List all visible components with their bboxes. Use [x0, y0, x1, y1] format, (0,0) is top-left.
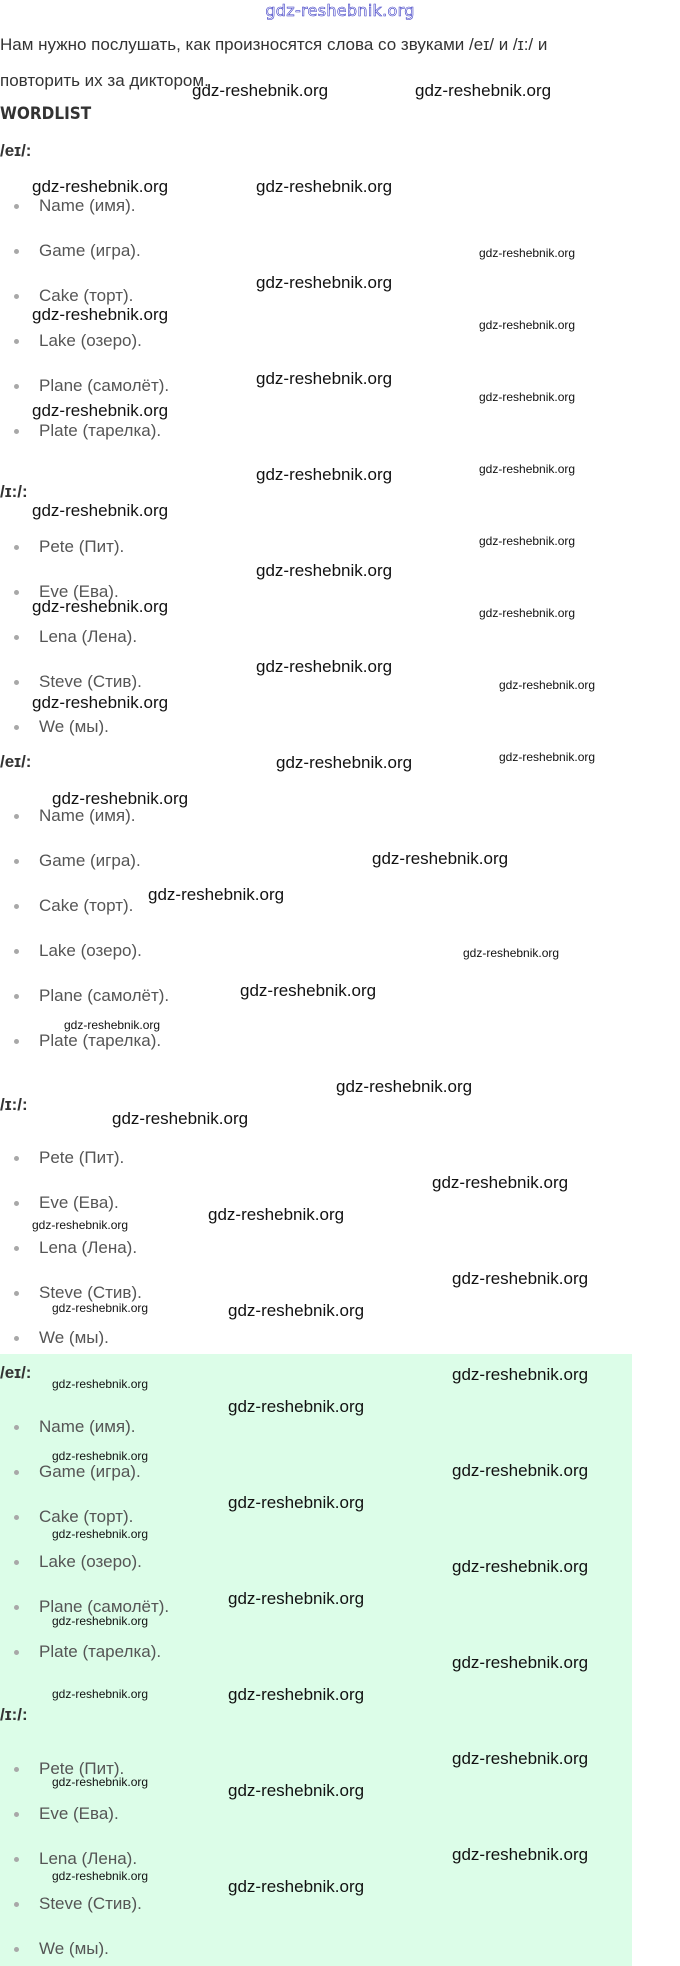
list-item [14, 1146, 124, 1170]
list-item [14, 580, 119, 604]
watermark: gdz-reshebnik.org [228, 1781, 365, 1800]
bullet-icon [14, 204, 19, 209]
bullet-icon [14, 1902, 19, 1907]
bullet-icon [14, 339, 19, 344]
word-item: Steve (Стив). [39, 1283, 142, 1302]
bullet-icon [14, 1560, 19, 1565]
list-item [14, 239, 141, 263]
watermark: gdz-reshebnik.org [479, 606, 576, 620]
intro-text: Нам нужно послушать, как произносятся слова со звуками /eɪ/ и /ɪ:/ и повторить их за диктором. [0, 35, 548, 90]
word-item: Plate (тарелка). [39, 1031, 162, 1050]
watermark: gdz-reshebnik.org [256, 657, 393, 676]
word-item: Name (имя). [39, 1417, 136, 1436]
list-item [14, 984, 169, 1008]
watermark: gdz-reshebnik.org [32, 597, 169, 616]
bullet-icon [14, 1291, 19, 1296]
watermark: gdz-reshebnik.org [32, 501, 169, 520]
watermark: gdz-reshebnik.org [432, 1173, 569, 1192]
watermark: gdz-reshebnik.org [52, 1301, 149, 1315]
word-item: Cake (торт). [39, 286, 134, 305]
section-label-ei: /eɪ/: [0, 752, 32, 771]
watermark: gdz-reshebnik.org [52, 1527, 149, 1541]
list-item [14, 1937, 109, 1961]
watermark: gdz-reshebnik.org [499, 750, 596, 764]
bullet-icon [14, 635, 19, 640]
watermark: gdz-reshebnik.org [52, 1377, 149, 1391]
watermark: gdz-reshebnik.org [228, 1685, 365, 1704]
watermark: gdz-reshebnik.org [32, 177, 169, 196]
list-item [14, 625, 137, 649]
list-item [14, 329, 142, 353]
bullet-icon [14, 1515, 19, 1520]
watermark: gdz-reshebnik.org [256, 369, 393, 388]
watermark: gdz-reshebnik.org [228, 1397, 365, 1416]
bullet-icon [14, 545, 19, 550]
word-item: Steve (Стив). [39, 672, 142, 691]
watermark: gdz-reshebnik.org [32, 693, 169, 712]
watermark: gdz-reshebnik.org [479, 318, 576, 332]
watermark: gdz-reshebnik.org [256, 273, 393, 292]
watermark: gdz-reshebnik.org [228, 1493, 365, 1512]
wordlist-heading: WORDLIST [0, 104, 92, 124]
word-item: Game (игра). [39, 851, 141, 870]
watermark: gdz-reshebnik.org [452, 1461, 589, 1480]
word-item: Pete (Пит). [39, 1759, 125, 1778]
list-item [14, 1757, 124, 1781]
word-item: Lake (озеро). [39, 941, 142, 960]
list-item [14, 715, 109, 739]
bullet-icon [14, 1947, 19, 1952]
list-item [14, 849, 141, 873]
watermark: gdz-reshebnik.org [228, 1589, 365, 1608]
bullet-icon [14, 859, 19, 864]
watermark: gdz-reshebnik.org [208, 1205, 345, 1224]
watermark: gdz-reshebnik.org [32, 305, 169, 324]
watermark: gdz-reshebnik.org [256, 561, 393, 580]
watermark: gdz-reshebnik.org [415, 81, 552, 100]
bullet-icon [14, 1246, 19, 1251]
watermark: gdz-reshebnik.org [32, 1218, 129, 1232]
word-item: Pete (Пит). [39, 1148, 125, 1167]
watermark: gdz-reshebnik.org [148, 885, 285, 904]
watermark: gdz-reshebnik.org [499, 678, 596, 692]
watermark: gdz-reshebnik.org [192, 81, 329, 100]
word-item: Plate (тарелка). [39, 1642, 162, 1661]
word-item: Name (имя). [39, 196, 136, 215]
list-item [14, 1802, 119, 1826]
list-item [14, 894, 133, 918]
word-item: Eve (Ева). [39, 1804, 119, 1823]
word-item: Pete (Пит). [39, 537, 125, 556]
bullet-icon [14, 1857, 19, 1862]
watermark: gdz-reshebnik.org [112, 1109, 249, 1128]
list-item [14, 419, 161, 443]
bullet-icon [14, 590, 19, 595]
bullet-icon [14, 1605, 19, 1610]
watermark: gdz-reshebnik.org [228, 1301, 365, 1320]
watermark: gdz-reshebnik.org [256, 177, 393, 196]
watermark: gdz-reshebnik.org [52, 1775, 149, 1789]
section-label-i: /ɪ:/: [0, 1705, 28, 1724]
watermark: gdz-reshebnik.org [479, 462, 576, 476]
watermark: gdz-reshebnik.org [372, 849, 509, 868]
watermark: gdz-reshebnik.org [452, 1845, 589, 1864]
bullet-icon [14, 1650, 19, 1655]
list-item [14, 1595, 169, 1619]
watermark: gdz-reshebnik.org [463, 946, 560, 960]
word-item: Lake (озеро). [39, 331, 142, 350]
watermark: gdz-reshebnik.org [228, 1877, 365, 1896]
list-item [14, 284, 133, 308]
word-item: Game (игра). [39, 1462, 141, 1481]
list-item [14, 1415, 136, 1439]
watermark: gdz-reshebnik.org [452, 1269, 589, 1288]
watermark: gdz-reshebnik.org [452, 1749, 589, 1768]
list-item [14, 1460, 141, 1484]
bullet-icon [14, 1425, 19, 1430]
word-item: We (мы). [39, 717, 109, 736]
word-item: Lake (озеро). [39, 1552, 142, 1571]
section-label-i: /ɪ:/: [0, 1095, 28, 1114]
bullet-icon [14, 725, 19, 730]
watermark: gdz-reshebnik.org [479, 246, 576, 260]
bullet-icon [14, 294, 19, 299]
bullet-icon [14, 904, 19, 909]
list-item [14, 804, 136, 828]
word-item: We (мы). [39, 1328, 109, 1347]
bullet-icon [14, 1812, 19, 1817]
watermark: gdz-reshebnik.org [452, 1365, 589, 1384]
watermark: gdz-reshebnik.org [52, 1869, 149, 1883]
section-label-ei: /eɪ/: [0, 1363, 32, 1382]
watermark: gdz-reshebnik.org [52, 789, 189, 808]
word-item: Lena (Лена). [39, 1238, 138, 1257]
word-item: Plane (самолёт). [39, 986, 170, 1005]
word-item: Game (игра). [39, 241, 141, 260]
bullet-icon [14, 1039, 19, 1044]
list-item [14, 1326, 109, 1350]
section-label-ei: /eɪ/: [0, 141, 32, 160]
word-item: Plate (тарелка). [39, 421, 162, 440]
watermark: gdz-reshebnik.org [32, 401, 169, 420]
bullet-icon [14, 1767, 19, 1772]
watermark: gdz-reshebnik.org [276, 753, 413, 772]
bullet-icon [14, 384, 19, 389]
word-item: Eve (Ева). [39, 1193, 119, 1212]
watermark: gdz-reshebnik.org [452, 1557, 589, 1576]
list-item [14, 670, 142, 694]
watermark: gdz-reshebnik.org [52, 1614, 149, 1628]
bullet-icon [14, 994, 19, 999]
watermark: gdz-reshebnik.org [240, 981, 377, 1000]
list-item [14, 1029, 161, 1053]
watermark: gdz-reshebnik.org [479, 534, 576, 548]
bullet-icon [14, 429, 19, 434]
word-item: Cake (торт). [39, 896, 134, 915]
list-item [14, 939, 142, 963]
word-item: Plane (самолёт). [39, 376, 170, 395]
list-item [14, 1892, 142, 1916]
word-item: Plane (самолёт). [39, 1597, 170, 1616]
bullet-icon [14, 680, 19, 685]
watermark: gdz-reshebnik.org [52, 1449, 149, 1463]
list-item [14, 1236, 137, 1260]
bullet-icon [14, 814, 19, 819]
word-item: Lena (Лена). [39, 627, 138, 646]
word-item: Cake (торт). [39, 1507, 134, 1526]
list-item [14, 1640, 161, 1664]
bullet-icon [14, 1201, 19, 1206]
watermark: gdz-reshebnik.org [336, 1077, 473, 1096]
watermark: gdz-reshebnik.org [64, 1018, 161, 1032]
list-item [14, 374, 169, 398]
watermark: gdz-reshebnik.org [52, 1687, 149, 1701]
list-item [14, 1550, 142, 1574]
watermark: gdz-reshebnik.org [256, 465, 393, 484]
list-item [14, 1847, 137, 1871]
site-title[interactable]: gdz-reshebnik.org [265, 1, 415, 20]
watermark: gdz-reshebnik.org [452, 1653, 589, 1672]
list-item [14, 1505, 133, 1529]
word-item: Lena (Лена). [39, 1849, 138, 1868]
list-item [14, 535, 124, 559]
word-item: Steve (Стив). [39, 1894, 142, 1913]
watermark: gdz-reshebnik.org [479, 390, 576, 404]
bullet-icon [14, 949, 19, 954]
section-label-i: /ɪ:/: [0, 482, 28, 501]
list-item [14, 1191, 119, 1215]
list-item [14, 194, 136, 218]
bullet-icon [14, 1470, 19, 1475]
word-item: Name (имя). [39, 806, 136, 825]
bullet-icon [14, 249, 19, 254]
list-item [14, 1281, 142, 1305]
word-item: We (мы). [39, 1939, 109, 1958]
bullet-icon [14, 1336, 19, 1341]
word-item: Eve (Ева). [39, 582, 119, 601]
bullet-icon [14, 1156, 19, 1161]
